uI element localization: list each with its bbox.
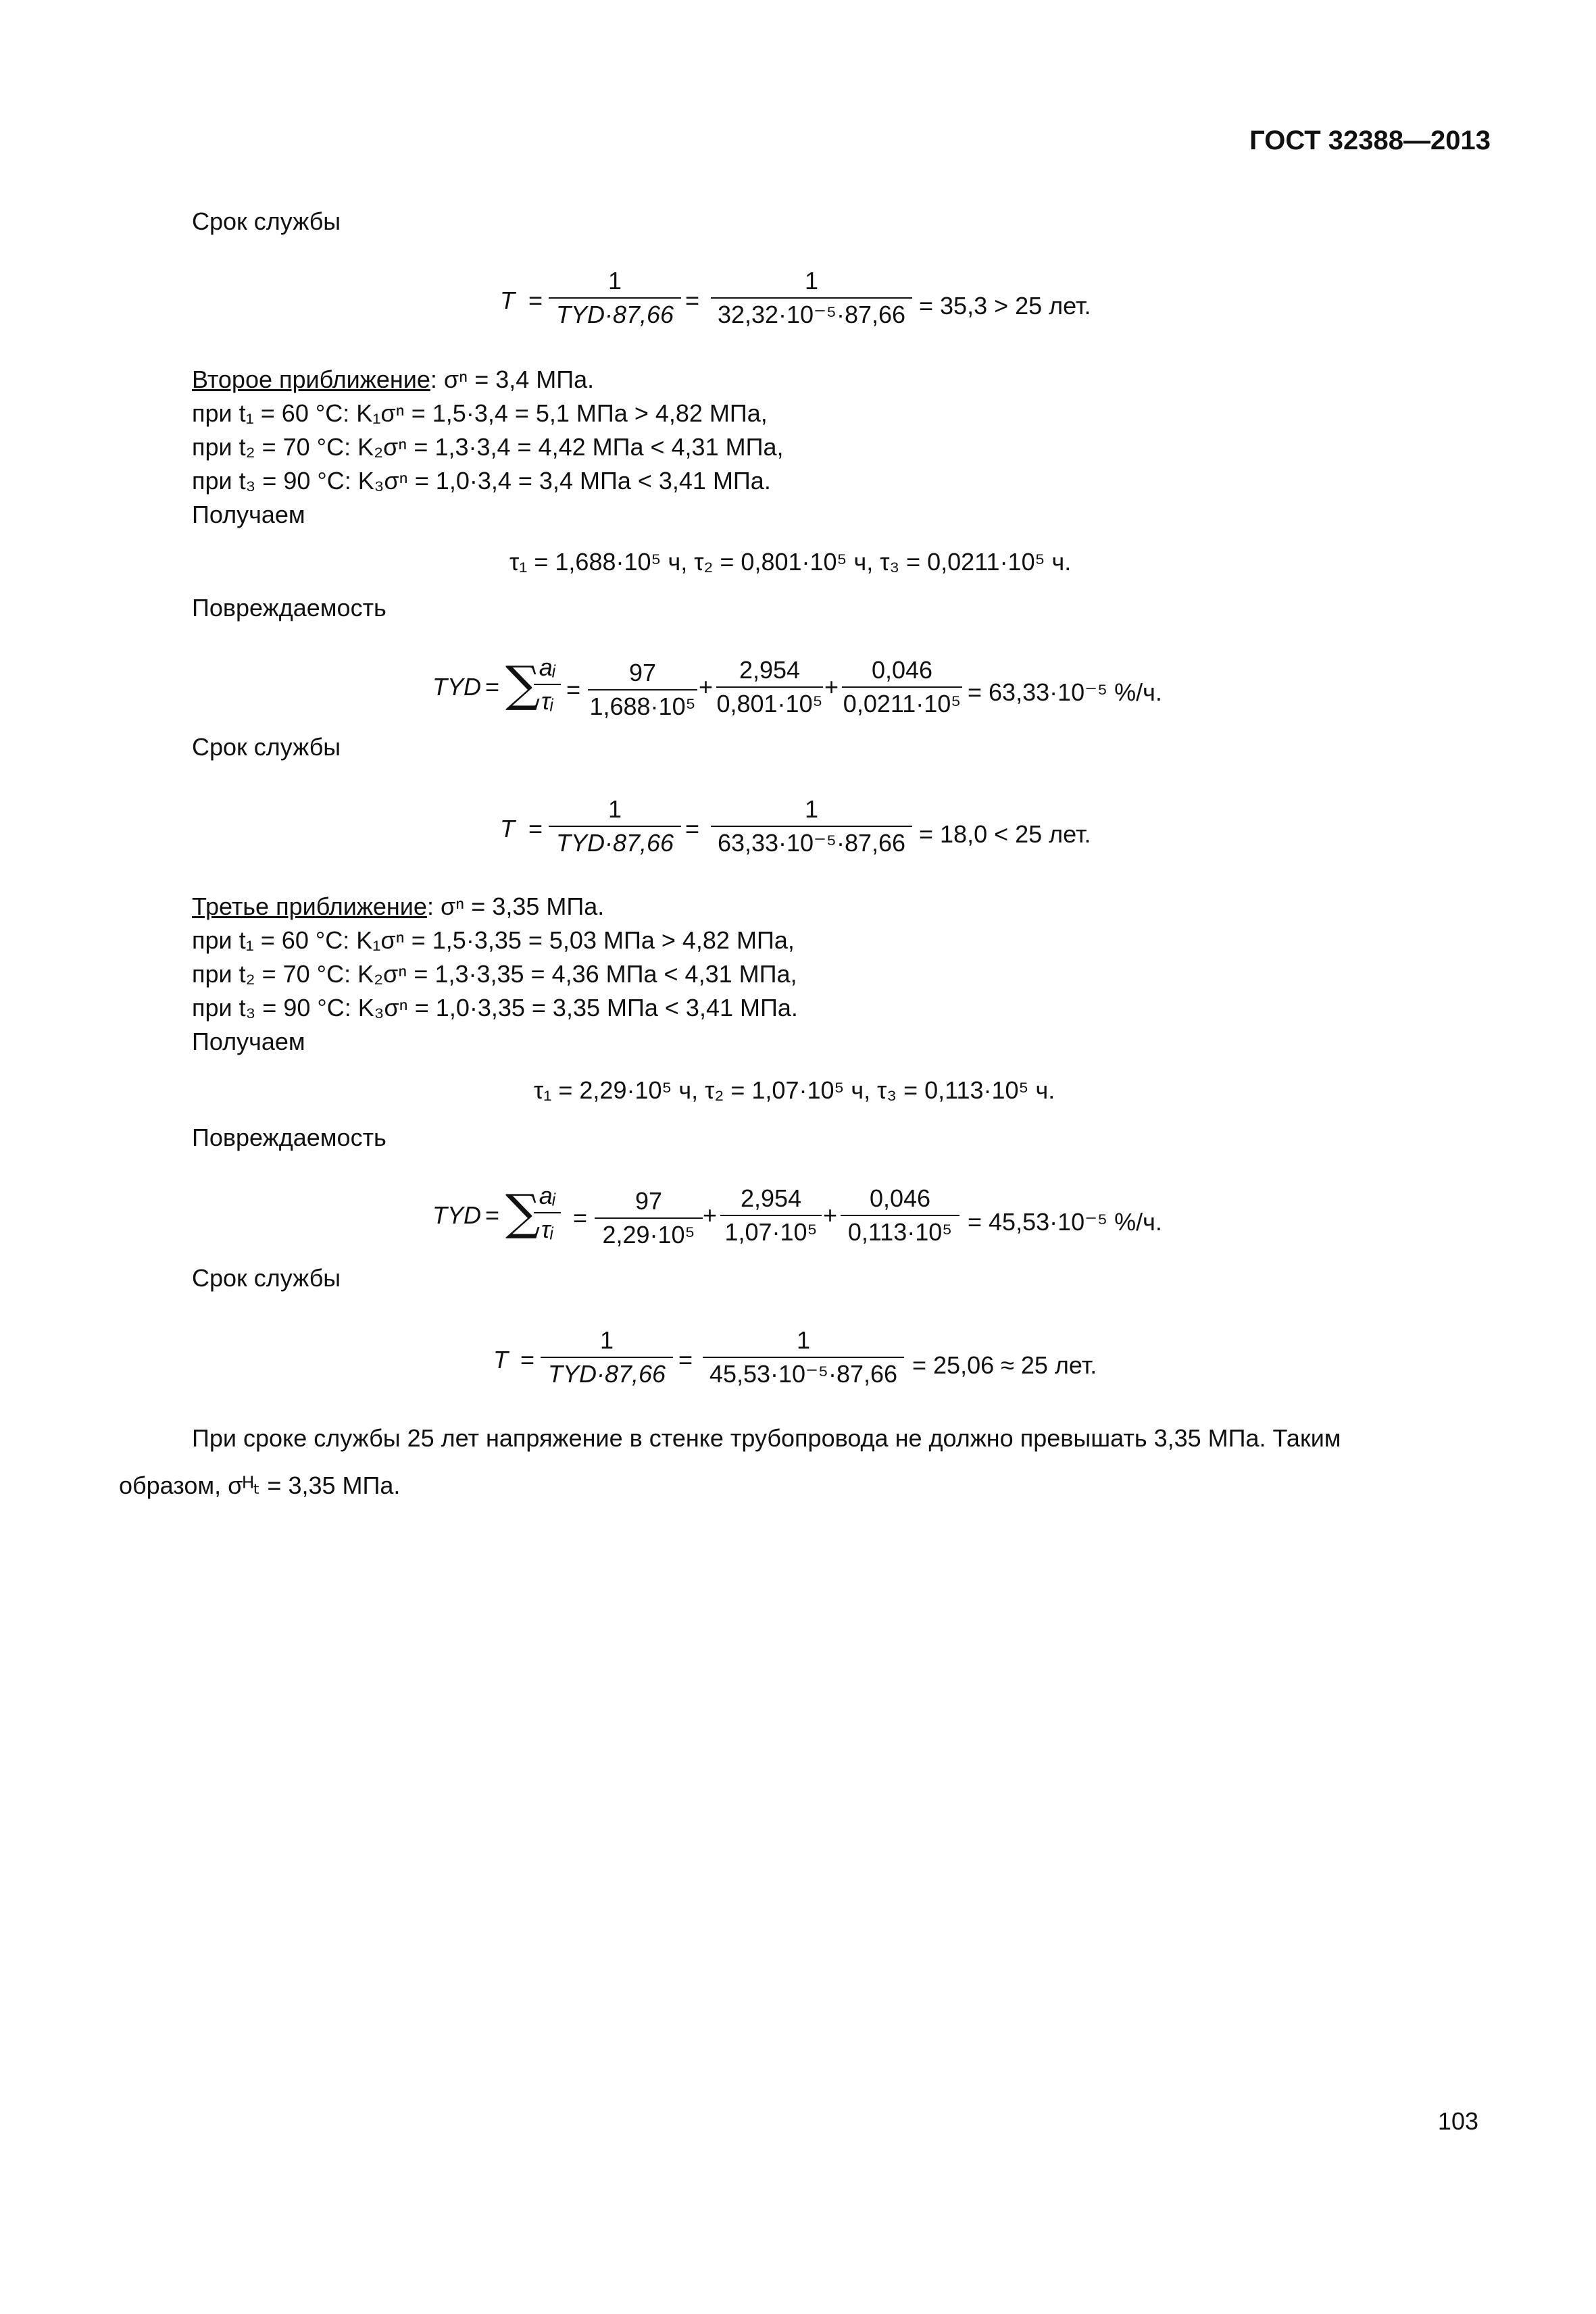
- eq2-plus-2: +: [824, 673, 839, 701]
- approx2-tau-values: τ₁ = 1,688·10⁵ ч, τ₂ = 0,801·10⁵ ч, τ₃ = 0,0211·10⁵ ч.: [509, 548, 1072, 576]
- eq1-equals-2: =: [685, 286, 700, 314]
- eq2-fraction-2-numerator: 2,954: [739, 656, 801, 684]
- eq5-fraction-1: [541, 1324, 673, 1390]
- approx2-stress: : σⁿ = 3,4 МПа.: [430, 366, 595, 393]
- eq4-result: = 45,53·10⁻⁵ %/ч.: [968, 1208, 1162, 1236]
- approx2-line-2: при t₂ = 70 °С: K₂σⁿ = 1,3·3,4 = 4,42 МПа < 4,31 МПа,: [192, 433, 784, 461]
- eq4-lhs: TYD: [432, 1201, 481, 1229]
- approx2-damage-label: Повреждаемость: [192, 594, 386, 622]
- eq2-fraction-2: [716, 654, 823, 720]
- eq5-fraction-1-numerator: 1: [599, 1326, 614, 1354]
- eq5-equals-2: =: [678, 1346, 693, 1374]
- eq3-fraction-2-denominator: 63,33·10⁻⁵·87,66: [717, 829, 906, 857]
- eq2-equals-2: =: [566, 676, 581, 703]
- eq5-fraction-2-denominator: 45,53·10⁻⁵·87,66: [709, 1360, 898, 1388]
- approx2-get: Получаем: [192, 501, 305, 528]
- eq1-fraction-1: [549, 265, 681, 331]
- eq2-fraction-1-numerator: 97: [628, 659, 657, 686]
- eq3-fraction-2: [711, 793, 912, 859]
- eq3-fraction-1: [549, 793, 681, 859]
- document-header: ГОСТ 32388—2013: [1249, 126, 1491, 155]
- eq5-fraction-2: [703, 1324, 904, 1390]
- approx2-line-1: при t₁ = 60 °С: K₁σⁿ = 1,5·3,4 = 5,1 МПа > 4,82 МПа,: [192, 399, 768, 427]
- eq1-lhs: T: [500, 286, 515, 314]
- eq2-plus-1: +: [699, 673, 714, 701]
- approx3-tau-values: τ₁ = 2,29·10⁵ ч, τ₂ = 1,07·10⁵ ч, τ₃ = 0,113·10⁵ ч.: [534, 1076, 1055, 1104]
- eq2-equals-1: =: [485, 673, 500, 701]
- eq4-fraction-2-numerator: 2,954: [740, 1184, 802, 1212]
- eq5-fraction-2-numerator: 1: [796, 1326, 811, 1354]
- label-service-life-1: Срок службы: [192, 207, 341, 235]
- eq3-result: = 18,0 < 25 лет.: [919, 820, 1091, 848]
- eq2-fraction-3-numerator: 0,046: [871, 656, 933, 684]
- eq5-result: = 25,06 ≈ 25 лет.: [912, 1351, 1097, 1379]
- approx2-heading: [192, 365, 594, 395]
- eq2-sum-denominator: τᵢ: [541, 687, 553, 715]
- eq2-result: = 63,33·10⁻⁵ %/ч.: [968, 678, 1162, 706]
- approx3-stress: : σⁿ = 3,35 МПа.: [426, 892, 605, 920]
- eq4-plus-2: +: [823, 1201, 838, 1229]
- approx3-damage-label: Повреждаемость: [192, 1124, 386, 1151]
- eq2-sum-numerator: aᵢ: [539, 653, 556, 681]
- eq2-fraction-1: [588, 657, 697, 723]
- eq3-equals-2: =: [685, 815, 700, 842]
- eq1-equals-1: =: [528, 286, 543, 314]
- eq3-fraction-1-denominator: TYD·87,66: [555, 829, 674, 857]
- approx3-heading: [192, 892, 604, 922]
- approx2-line-3: при t₃ = 90 °С: K₃σⁿ = 1,0·3,4 = 3,4 МПа < 3,41 МПа.: [192, 467, 771, 495]
- eq1-fraction-1-numerator: 1: [607, 267, 622, 295]
- eq4-sum-denominator: τᵢ: [541, 1215, 553, 1243]
- eq2-fraction-3: [842, 654, 962, 720]
- eq2-fraction-1-denominator: 1,688·10⁵: [589, 693, 696, 720]
- conclusion-line-2: образом, σᴴₜ = 3,35 МПа.: [119, 1472, 401, 1499]
- approx3-get: Получаем: [192, 1028, 305, 1055]
- eq4-fraction-1-numerator: 97: [634, 1187, 663, 1215]
- label-service-life-2: Срок службы: [192, 733, 341, 761]
- eq3-fraction-1-numerator: 1: [607, 795, 622, 823]
- eq2-sum-term: [534, 651, 561, 718]
- eq4-fraction-2: [720, 1182, 822, 1249]
- eq4-sum-term: [534, 1180, 561, 1246]
- eq4-fraction-3-denominator: 0,113·10⁵: [847, 1218, 953, 1246]
- approx3-line-3: при t₃ = 90 °С: K₃σⁿ = 1,0·3,35 = 3,35 МПа < 3,41 МПа.: [192, 994, 798, 1022]
- eq4-fraction-2-denominator: 1,07·10⁵: [724, 1218, 818, 1246]
- eq4-equals-2: =: [573, 1204, 588, 1232]
- eq5-lhs: T: [493, 1346, 508, 1374]
- sum-icon: ∑: [505, 1184, 541, 1240]
- approx3-line-2: при t₂ = 70 °С: K₂σⁿ = 1,3·3,35 = 4,36 МПа < 4,31 МПа,: [192, 960, 797, 988]
- eq4-fraction-1-denominator: 2,29·10⁵: [602, 1221, 695, 1249]
- approx2-title: Второе приближение: [192, 366, 430, 393]
- eq4-fraction-1: [595, 1185, 703, 1251]
- eq4-sum-numerator: aᵢ: [539, 1182, 556, 1209]
- eq2-fraction-3-denominator: 0,0211·10⁵: [843, 690, 962, 718]
- eq3-fraction-2-numerator: 1: [804, 795, 819, 823]
- eq1-fraction-2-numerator: 1: [804, 267, 819, 295]
- eq2-fraction-2-denominator: 0,801·10⁵: [716, 690, 823, 718]
- label-service-life-3: Срок службы: [192, 1264, 341, 1292]
- eq3-lhs: T: [500, 815, 515, 842]
- conclusion-line-1: При сроке службы 25 лет напряжение в стенке трубопровода не должно превышать 3,35 МПа. Таким: [192, 1424, 1341, 1452]
- eq2-lhs: TYD: [432, 673, 481, 701]
- eq4-plus-1: +: [703, 1201, 718, 1229]
- page-number: 103: [1437, 2107, 1478, 2135]
- eq1-fraction-2-denominator: 32,32·10⁻⁵·87,66: [717, 301, 906, 328]
- eq1-fraction-1-denominator: TYD·87,66: [555, 301, 674, 328]
- eq5-fraction-1-denominator: TYD·87,66: [547, 1360, 666, 1388]
- eq4-fraction-3-numerator: 0,046: [869, 1184, 931, 1212]
- eq1-result: = 35,3 > 25 лет.: [919, 292, 1091, 320]
- approx3-title: Третье приближение: [192, 892, 427, 920]
- eq4-fraction-3: [841, 1182, 959, 1249]
- sum-icon: ∑: [505, 655, 541, 712]
- eq5-equals-1: =: [520, 1346, 535, 1374]
- approx3-line-1: при t₁ = 60 °С: K₁σⁿ = 1,5·3,35 = 5,03 МПа > 4,82 МПа,: [192, 926, 795, 954]
- eq4-equals-1: =: [485, 1201, 500, 1229]
- eq3-equals-1: =: [528, 815, 543, 842]
- eq1-fraction-2: [711, 265, 912, 331]
